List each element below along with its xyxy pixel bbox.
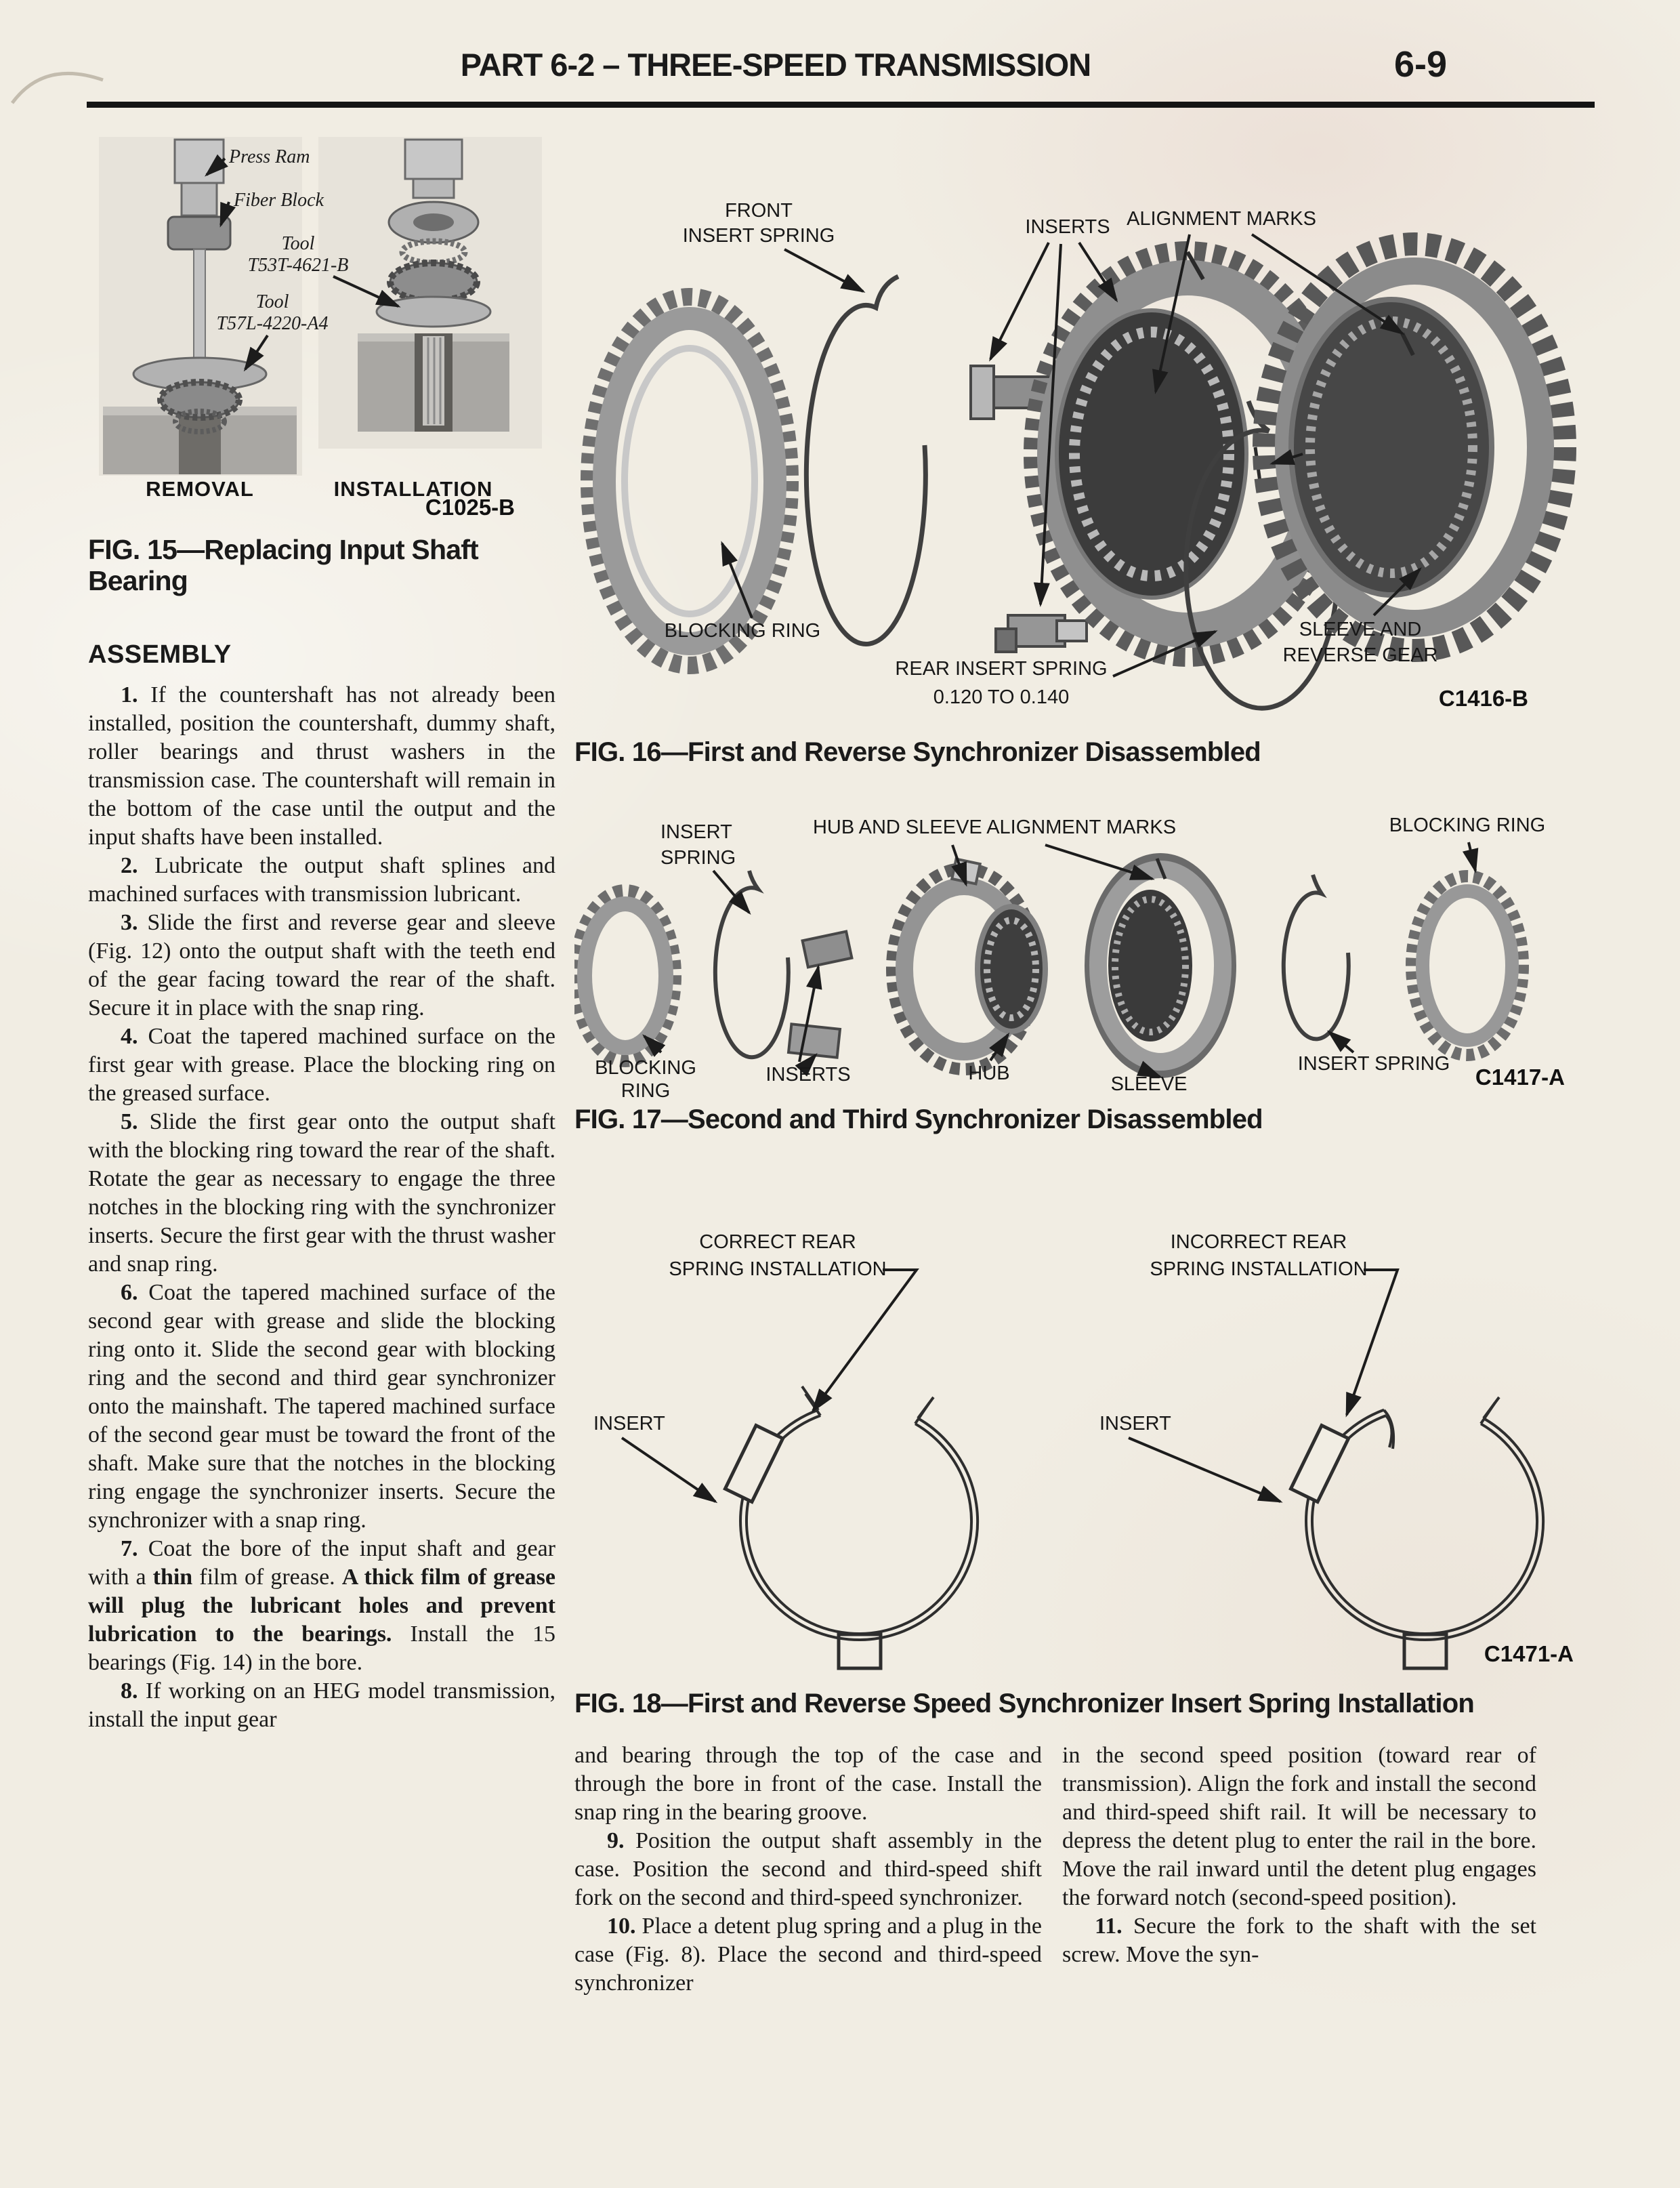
fig16-sleeve-label-line2: REVERSE GEAR (1282, 644, 1438, 666)
fig16-blocking-ring-label: BLOCKING RING (664, 620, 821, 642)
fig16-code: C1416-B (1438, 686, 1528, 711)
assembly-step-6: 6. Coat the tapered machined surface of the second gear with grease and slide the blocking ring onto it. Slide the second gear with blocking ring and the second and third gear synchronizer onto the mainshaft. The tapered machined surface of the second gear must be toward the front of the shaft. Make sure that the notches in the blocking ring engage the synchronizer inserts. Secure the synchronizer with a snap ring. (88, 1280, 556, 1533)
assembly-step-10: 10. Place a detent plug spring and a plug in the case (Fig. 8). Place the second and third-speed synchronizer (574, 1914, 1042, 1996)
fig18-correct-label-line1: CORRECT REAR (699, 1231, 856, 1253)
fig18-correct-spring (725, 1386, 978, 1668)
fig17-inserts (789, 932, 852, 1058)
fig18-code: C1471-A (1484, 1641, 1574, 1666)
fig17-leader-arrows (644, 842, 1475, 1077)
fig15-illustration (95, 136, 545, 518)
fig18-incorrect-label-line1: INCORRECT REAR (1170, 1231, 1347, 1253)
fiber-block-label: Fiber Block (234, 190, 324, 211)
fig17-blocking-label-line1: BLOCKING (595, 1057, 696, 1079)
removal-caption: REMOVAL (146, 477, 254, 501)
right-column (1062, 1741, 1536, 1969)
fig17-sleeve-label: SLEEVE (1110, 1073, 1188, 1095)
fig18-insert-right-label: INSERT (1099, 1413, 1171, 1434)
assembly-step-4: 4. Coat the tapered machined surface on the first gear with grease. Place the blocking ring on the greased surface. (88, 1024, 555, 1106)
fig16-sleeve-and-reverse-gear (1264, 244, 1565, 651)
fig16-caption: FIG. 16—First and Reverse Synchronizer Disassembled (574, 737, 1261, 767)
fig18-incorrect-label-line2: SPRING INSTALLATION (1150, 1258, 1368, 1280)
fig16-front-insert-spring (806, 276, 925, 644)
fig17-hub-sleeve-alignment-label: HUB AND SLEEVE ALIGNMENT MARKS (812, 817, 1177, 838)
fig18-correct-label-line2: SPRING INSTALLATION (669, 1258, 887, 1280)
press-ram-label: Press Ram (229, 146, 310, 167)
fig17-insert-spring-left (715, 871, 789, 1057)
fig17-blocking-ring-top-label: BLOCKING RING (1389, 814, 1546, 836)
fig17-insert-spring-label-line2: SPRING (660, 847, 736, 869)
fig17-sleeve (1089, 857, 1232, 1074)
fig17-hub-label: HUB (968, 1062, 1010, 1084)
fig18-insert-left-label: INSERT (593, 1413, 665, 1434)
fig16-inserts-label: INSERTS (1025, 216, 1110, 238)
assembly-step-7: 7. Coat the bore of the input shaft and gear with a thin film of grease. A thick film of grease will plug the lubricant holes and prevent lubrication to the bearings. Install the 15 bearings (Fig. 14) in the bore. (88, 1536, 556, 1675)
right-column-continuation: in the second speed position (toward rear of transmission). Align the fork and install the second and third-speed shift rail. It will be necessary to depress the detent plug to enter the rail in the bore. Move the rail inward until the detent plug engages the forward notch (second-speed position). (1062, 1743, 1536, 1910)
fig18-caption: FIG. 18—First and Reverse Speed Synchronizer Insert Spring Installation (574, 1689, 1475, 1718)
fig16-blocking-ring (589, 297, 790, 665)
fig17-inserts-label: INSERTS (765, 1064, 851, 1086)
assembly-step-11: 11. Secure the fork to the shaft with the set screw. Move the syn- (1062, 1914, 1537, 1967)
fig16-bottom-insert (996, 615, 1087, 652)
fig16-front-label-line1: FRONT (725, 200, 793, 222)
fig17-insert-spring-right (1284, 875, 1349, 1039)
installation-photo (318, 137, 542, 449)
tool-b-label-line2: T57L-4220-A4 (216, 313, 329, 334)
fig17-code: C1417-A (1475, 1065, 1565, 1090)
fig17-hub (892, 859, 1045, 1069)
assembly-step-3: 3. Slide the first and reverse gear and sleeve (Fig. 12) onto the output shaft with the teeth end of the gear facing toward the rear of the shaft. Secure it in place with the snap ring. (88, 910, 556, 1020)
assembly-step-9: 9. Position the output shaft assembly in the case. Position the second and third-speed shift fork on the second and third-speed synchronizer. (574, 1828, 1043, 1910)
fig17-blocking-ring-left (575, 890, 675, 1061)
fig18-illustration (574, 1199, 1580, 1674)
fig18-incorrect-spring (1290, 1397, 1543, 1668)
tool-a-label-line2: T53T-4621-B (247, 255, 349, 276)
fig16-front-label-line2: INSERT SPRING (682, 225, 835, 247)
middle-column-continuation: and bearing through the top of the case and through the bore in front of the case. Install the snap ring in the bearing groove. (574, 1743, 1042, 1825)
fig17-insert-spring-label-line1: INSERT (660, 821, 732, 843)
tool-b-label-line1: Tool (255, 291, 289, 312)
assembly-step-5: 5. Slide the first gear onto the output shaft with the blocking ring toward the rear of the shaft. Rotate the gear as necessary to engage the three notches in the blocking ring with the synchronizer inserts. Secure the first gear with the thrust washer and snap ring. (88, 1109, 556, 1277)
assembly-step-1: 1. If the countershaft has not already been installed, position the countershaft, dummy shaft, roller bearings and thrust washers in the transmission case. The countershaft will remain in the bottom of the case until the output and the input shafts have been installed. (88, 682, 556, 850)
fig15-caption: FIG. 15—Replacing Input Shaft Bearing (88, 534, 478, 597)
header-rule (87, 102, 1595, 108)
fig17-blocking-ring-right (1412, 876, 1523, 1055)
assembly-column (88, 681, 555, 1734)
fig16-sleeve-label-line1: SLEEVE AND (1299, 619, 1422, 640)
fig16-rear-spring-label-line1: REAR INSERT SPRING (895, 658, 1108, 680)
fig17-illustration (574, 803, 1580, 1101)
fig16-illustration (574, 163, 1580, 725)
middle-column (574, 1741, 1042, 1998)
fig17-blocking-label-line2: RING (621, 1080, 671, 1101)
page-number: 6-9 (1394, 44, 1448, 85)
assembly-heading: ASSEMBLY (88, 640, 232, 669)
tool-a-label-line1: Tool (281, 233, 315, 254)
fig16-rear-spring-label-line2: 0.120 TO 0.140 (933, 686, 1070, 708)
fig17-caption: FIG. 17—Second and Third Synchronizer Disassembled (574, 1105, 1263, 1134)
scan-artifact-mark (7, 47, 108, 108)
fig16-alignment-marks-label: ALIGNMENT MARKS (1127, 208, 1316, 230)
assembly-step-2: 2. Lubricate the output shaft splines and machined surfaces with transmission lubricant. (88, 853, 555, 907)
fig15-code: C1025-B (425, 495, 515, 518)
page-header-title: PART 6-2 – THREE-SPEED TRANSMISSION (460, 47, 1091, 83)
fig17-insert-spring-right-label: INSERT SPRING (1297, 1053, 1450, 1075)
installation-caption: INSTALLATION (333, 477, 493, 501)
assembly-step-8: 8. If working on an HEG model transmission, install the input gear (88, 1678, 555, 1732)
